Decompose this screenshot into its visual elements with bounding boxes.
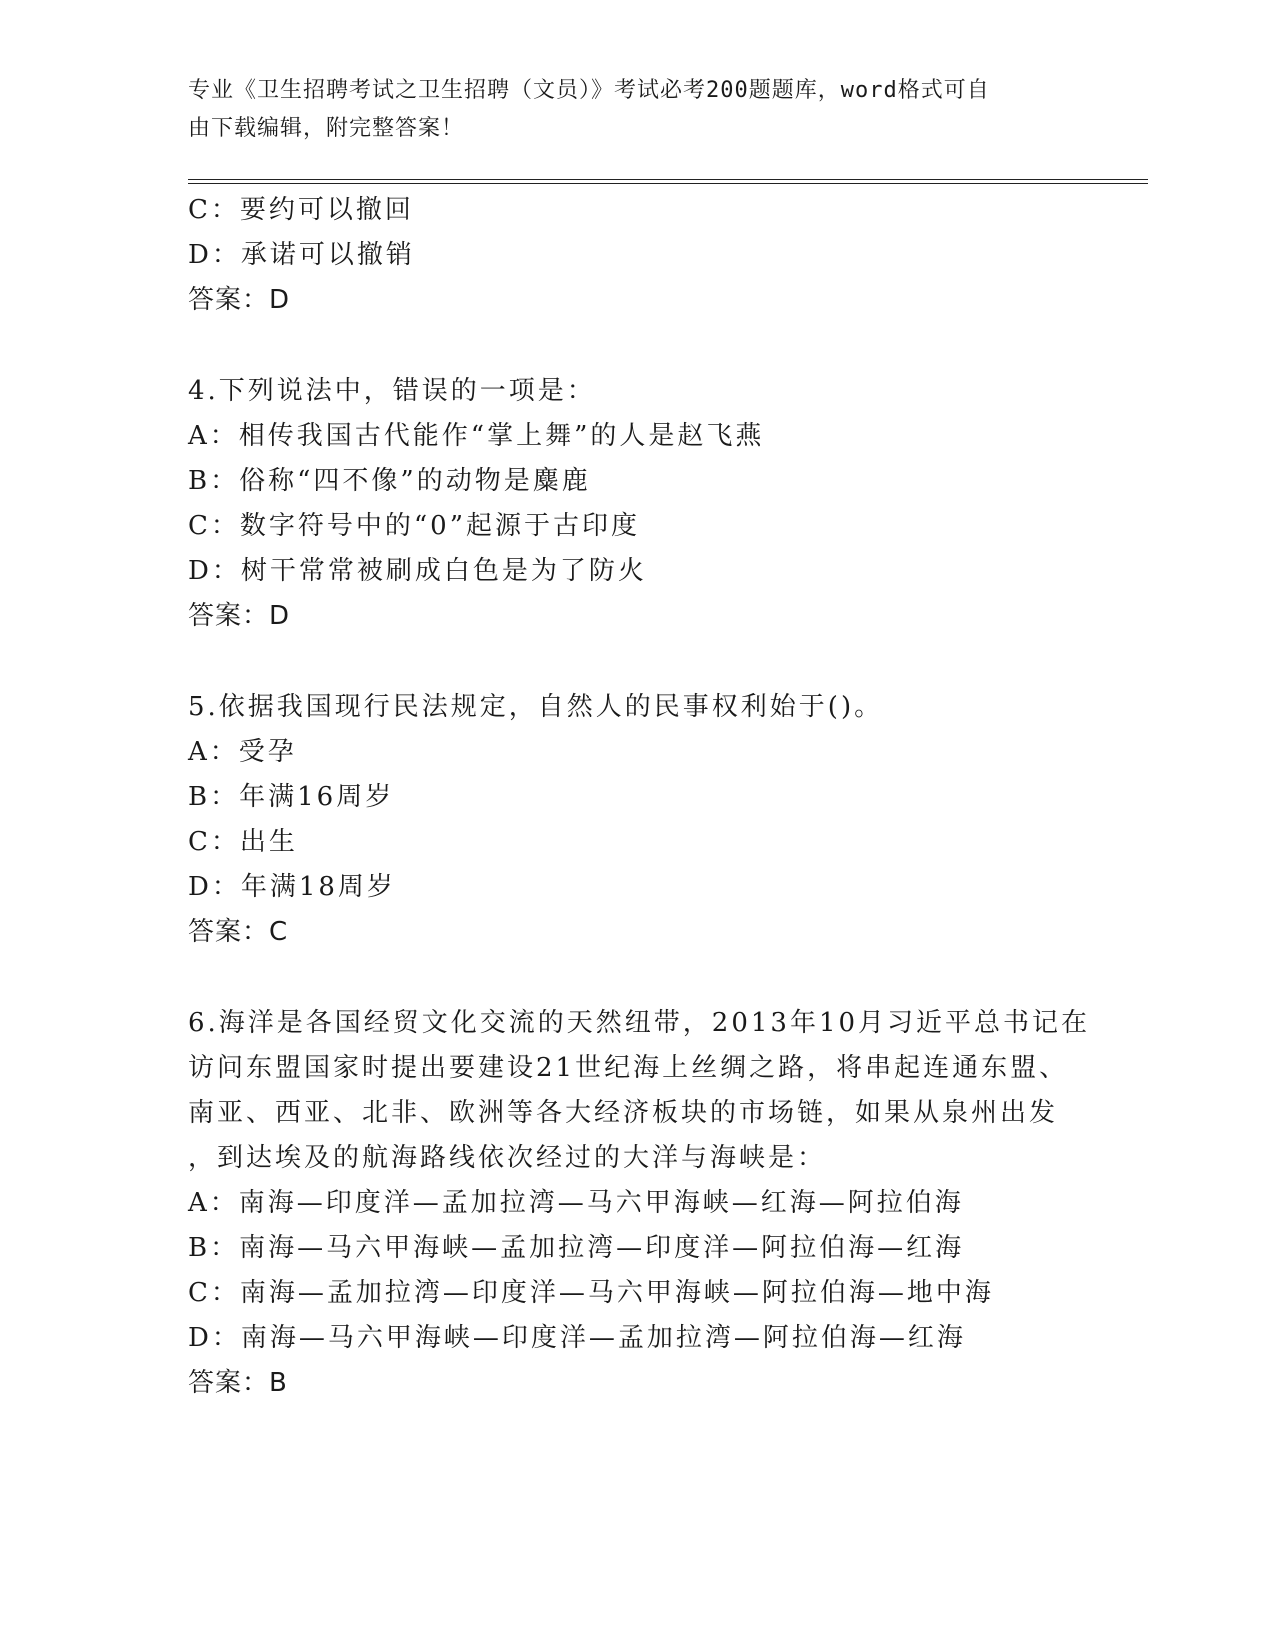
answer-line: 答案：D [188,285,291,315]
document-header [188,72,1068,148]
answer-line: 答案：B [188,1368,288,1398]
option-b: B：南海—马六甲海峡—孟加拉湾—印度洋—阿拉伯海—红海 [188,1233,965,1263]
option-d: D：年满18周岁 [188,872,396,902]
document-body [188,188,1148,1406]
header-divider-top [188,179,1148,180]
question-block-4 [188,369,1148,639]
question-block-6 [188,1001,1148,1406]
answer-line: 答案：D [188,601,291,631]
question-stem-line-3: 南亚、西亚、北非、欧洲等各大经济板块的市场链，如果从泉州出发 [188,1098,1059,1128]
question-stem: 4.下列说法中，错误的一项是： [188,376,596,406]
option-b: B：俗称“四不像”的动物是麋鹿 [188,466,591,496]
option-d: D：承诺可以撤销 [188,240,415,270]
question-stem-line-2: 访问东盟国家时提出要建设21世纪海上丝绸之路，将串起连通东盟、 [188,1053,1069,1083]
option-d: D：树干常常被刷成白色是为了防火 [188,556,647,586]
option-a: A：南海—印度洋—孟加拉湾—马六甲海峡—红海—阿拉伯海 [188,1188,964,1218]
header-line-1: 专业《卫生招聘考试之卫生招聘（文员）》考试必考200题题库，word格式可自 [188,78,990,103]
option-c: C：要约可以撤回 [188,195,414,225]
question-stem-line-4: ，到达埃及的航海路线依次经过的大洋与海峡是： [188,1143,827,1173]
option-a: A：相传我国古代能作“掌上舞”的人是赵飞燕 [188,421,765,451]
option-c: C：南海—孟加拉湾—印度洋—马六甲海峡—阿拉伯海—地中海 [188,1278,994,1308]
answer-line: 答案：C [188,917,289,947]
option-d: D：南海—马六甲海峡—印度洋—孟加拉湾—阿拉伯海—红海 [188,1323,966,1353]
option-c: C：出生 [188,827,298,857]
option-a: A：受孕 [188,737,297,767]
option-c: C：数字符号中的“0”起源于古印度 [188,511,641,541]
question-block-prev [188,188,1148,323]
option-b: B：年满16周岁 [188,782,395,812]
question-stem-line-1: 6.海洋是各国经贸文化交流的天然纽带，2013年10月习近平总书记在 [188,1008,1091,1038]
header-line-2: 由下载编辑，附完整答案！ [188,116,465,141]
header-divider-bottom [188,183,1148,184]
question-stem: 5.依据我国现行民法规定，自然人的民事权利始于()。 [188,692,884,722]
question-block-5 [188,685,1148,955]
